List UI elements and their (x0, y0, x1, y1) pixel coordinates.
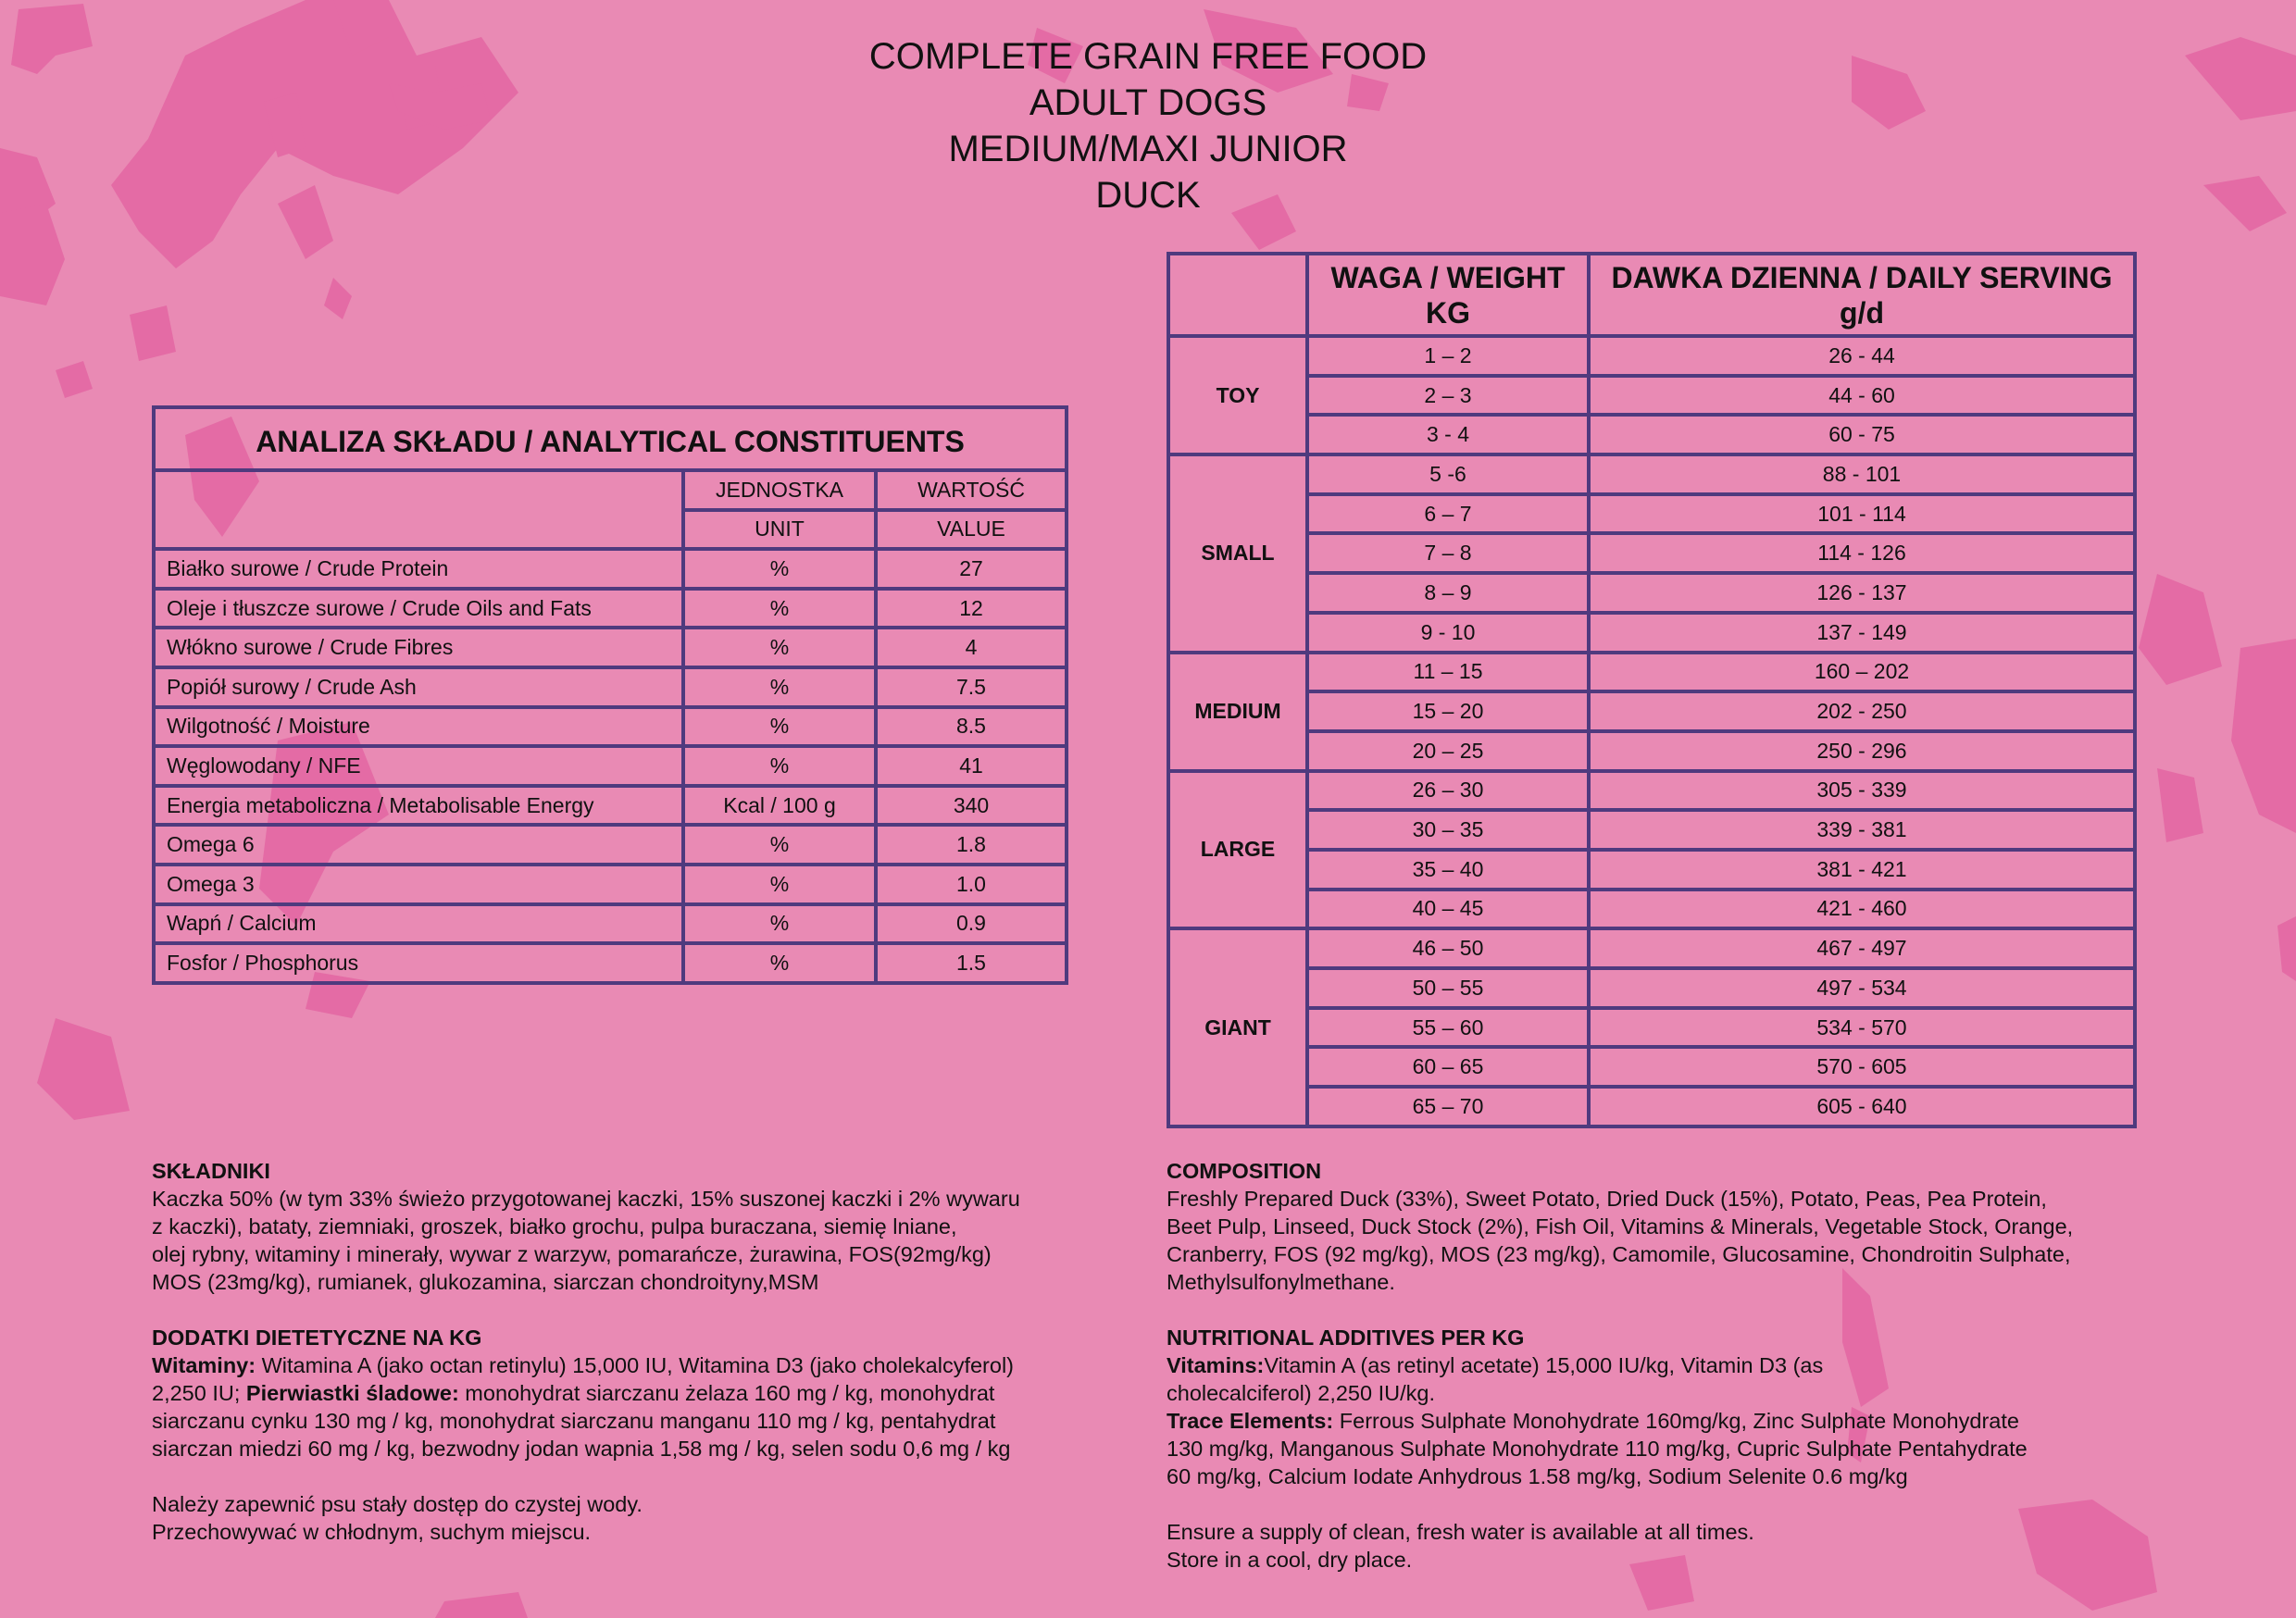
splotch (37, 1018, 130, 1120)
table-row (154, 549, 1067, 589)
constituent-value: 0.9 (876, 904, 1067, 944)
daily-serving: 305 - 339 (1589, 771, 2135, 811)
constituent-name: Wilgotność / Moisture (154, 707, 683, 747)
note-line: Store in a cool, dry place. (1167, 1548, 1413, 1572)
table-row (154, 786, 1067, 826)
table-row (1168, 890, 2135, 929)
title-line: MEDIUM/MAXI JUNIOR (948, 129, 1348, 169)
daily-serving: 339 - 381 (1589, 810, 2135, 850)
trace-line: siarczanu cynku 130 mg / kg, monohydrat siarczanu manganu 110 mg / kg, pentahydrat (152, 1409, 996, 1433)
splotch (2277, 916, 2296, 981)
trace-line: 60 mg/kg, Calcium Iodate Anhydrous 1.58 mg/kg, Sodium Selenite 0.6 mg/kg (1167, 1464, 1908, 1488)
constituent-name: Fosfor / Phosphorus (154, 943, 683, 983)
constituent-unit: % (683, 589, 876, 629)
daily-serving: 605 - 640 (1589, 1087, 2135, 1126)
title-line: DUCK (1095, 175, 1201, 216)
table-row (1168, 850, 2135, 890)
table-row (154, 667, 1067, 707)
daily-serving: 202 - 250 (1589, 691, 2135, 731)
constituent-value: 27 (876, 549, 1067, 589)
weight-header-line2: KG (1426, 295, 1470, 330)
weight-range: 1 – 2 (1307, 336, 1589, 376)
constituent-value: 8.5 (876, 707, 1067, 747)
analysis-rows (154, 549, 1067, 983)
note-line: Ensure a supply of clean, fresh water is available at all times. (1167, 1520, 1754, 1544)
constituent-value: 1.8 (876, 825, 1067, 865)
daily-serving: 570 - 605 (1589, 1047, 2135, 1087)
vitamins-line (1167, 1351, 2148, 1379)
weight-header-line1: WAGA / WEIGHT (1330, 260, 1566, 294)
table-row (1168, 1008, 2135, 1048)
product-title (0, 33, 2296, 218)
table-title: ANALIZA SKŁADU / ANALYTICAL CONSTITUENTS (154, 407, 1067, 470)
composition-heading: COMPOSITION (1167, 1159, 1322, 1183)
daily-serving: 101 - 114 (1589, 494, 2135, 534)
table-row (1168, 573, 2135, 613)
constituent-name: Energia metaboliczna / Metabolisable Energy (154, 786, 683, 826)
trace-text: Ferrous Sulphate Monohydrate 160mg/kg, Zinc Sulphate Monohydrate (1333, 1409, 2019, 1433)
trace-text: monohydrat siarczanu żelaza 160 mg / kg, monohydrat (458, 1381, 995, 1405)
spacer (152, 1462, 1096, 1490)
constituent-unit: % (683, 667, 876, 707)
weight-range: 55 – 60 (1307, 1008, 1589, 1048)
constituent-unit: % (683, 707, 876, 747)
serving-header-line1: DAWKA DZIENNA / DAILY SERVING (1611, 260, 2113, 294)
serving-header (1589, 254, 2135, 336)
weight-range: 65 – 70 (1307, 1087, 1589, 1126)
splotch (324, 278, 352, 319)
size-header-cell (1168, 254, 1307, 336)
weight-range: 46 – 50 (1307, 928, 1589, 968)
constituent-unit: % (683, 865, 876, 904)
size-category: GIANT (1168, 928, 1307, 1126)
daily-serving: 421 - 460 (1589, 890, 2135, 929)
size-category: LARGE (1168, 771, 1307, 929)
weight-range: 35 – 40 (1307, 850, 1589, 890)
table-row (1168, 613, 2135, 653)
constituent-name: Włókno surowe / Crude Fibres (154, 628, 683, 667)
daily-serving: 44 - 60 (1589, 376, 2135, 416)
vitamins-line (152, 1351, 1096, 1379)
composition-line: Freshly Prepared Duck (33%), Sweet Potato, Dried Duck (15%), Potato, Peas, Pea Protein, (1167, 1187, 2047, 1211)
table-row (1168, 810, 2135, 850)
additives-heading-pl: DODATKI DIETETYCZNE NA KG (152, 1326, 482, 1350)
table-row (154, 865, 1067, 904)
table-row (1168, 731, 2135, 771)
empty-header-cell (154, 470, 683, 549)
value-header-en: VALUE (876, 510, 1067, 550)
vitamins-text: Vitamin A (as retinyl acetate) 15,000 IU/kg, Vitamin D3 (as (1264, 1353, 1824, 1377)
splotch (2231, 639, 2296, 833)
constituent-value: 41 (876, 746, 1067, 786)
table-row (1168, 494, 2135, 534)
ingredients-line: Kaczka 50% (w tym 33% świeżo przygotowanej kaczki, 15% suszonej kaczki i 2% wywaru (152, 1187, 1020, 1211)
constituent-name: Omega 6 (154, 825, 683, 865)
constituent-value: 1.5 (876, 943, 1067, 983)
weight-range: 15 – 20 (1307, 691, 1589, 731)
table-row (1168, 533, 2135, 573)
table-row (154, 746, 1067, 786)
table-row (1168, 1087, 2135, 1126)
table-row (1168, 1047, 2135, 1087)
constituent-unit: % (683, 549, 876, 589)
splotch (56, 361, 93, 398)
trace-label: Pierwiastki śladowe: (245, 1381, 459, 1405)
ingredients-line: z kaczki), bataty, ziemniaki, groszek, białko grochu, pulpa buraczana, siemię lniane, (152, 1214, 957, 1238)
daily-serving: 160 – 202 (1589, 653, 2135, 692)
vitamins-label: Witaminy: (152, 1353, 256, 1377)
daily-serving: 381 - 421 (1589, 850, 2135, 890)
weight-range: 7 – 8 (1307, 533, 1589, 573)
weight-range: 20 – 25 (1307, 731, 1589, 771)
table-row (1168, 928, 2135, 968)
constituent-name: Węglowodany / NFE (154, 746, 683, 786)
vitamins-text: Witamina A (jako octan retinylu) 15,000 IU, Witamina D3 (jako cholekalcyferol) (256, 1353, 1014, 1377)
constituent-unit: Kcal / 100 g (683, 786, 876, 826)
constituent-value: 12 (876, 589, 1067, 629)
constituent-name: Wapń / Calcium (154, 904, 683, 944)
constituent-unit: % (683, 904, 876, 944)
table-row (154, 589, 1067, 629)
value-header-pl: WARTOŚĆ (876, 470, 1067, 510)
trace-line: siarczan miedzi 60 mg / kg, bezwodny jodan wapnia 1,58 mg / kg, selen sodu 0,6 mg / kg (152, 1437, 1011, 1461)
constituent-name: Omega 3 (154, 865, 683, 904)
spacer (1167, 1490, 2148, 1518)
weight-header (1307, 254, 1589, 336)
table-row (1168, 415, 2135, 454)
note-line: Przechowywać w chłodnym, suchym miejscu. (152, 1520, 592, 1544)
unit-header-en: UNIT (683, 510, 876, 550)
composition-line: Cranberry, FOS (92 mg/kg), MOS (23 mg/kg), Camomile, Glucosamine, Chondroitin Sulphate, (1167, 1242, 2071, 1266)
table-row (1168, 771, 2135, 811)
composition-line: Methylsulfonylmethane. (1167, 1270, 1395, 1294)
feeding-rows (1168, 336, 2135, 1126)
constituent-value: 4 (876, 628, 1067, 667)
daily-serving: 467 - 497 (1589, 928, 2135, 968)
daily-serving: 60 - 75 (1589, 415, 2135, 454)
weight-range: 50 – 55 (1307, 968, 1589, 1008)
weight-range: 30 – 35 (1307, 810, 1589, 850)
daily-serving: 497 - 534 (1589, 968, 2135, 1008)
trace-label: Trace Elements: (1167, 1409, 1334, 1433)
constituent-name: Białko surowe / Crude Protein (154, 549, 683, 589)
table-row (1168, 376, 2135, 416)
weight-range: 9 - 10 (1307, 613, 1589, 653)
size-category: SMALL (1168, 454, 1307, 652)
weight-range: 6 – 7 (1307, 494, 1589, 534)
size-category: MEDIUM (1168, 653, 1307, 771)
daily-serving: 26 - 44 (1589, 336, 2135, 376)
splotch (2157, 768, 2203, 842)
table-row (1168, 653, 2135, 692)
ingredients-heading-pl: SKŁADNIKI (152, 1159, 270, 1183)
splotch (435, 1592, 528, 1618)
weight-range: 5 -6 (1307, 454, 1589, 494)
daily-serving: 88 - 101 (1589, 454, 2135, 494)
splotch (130, 305, 176, 361)
daily-serving: 137 - 149 (1589, 613, 2135, 653)
table-row (154, 825, 1067, 865)
vitamins-text-cont: 2,250 IU; (152, 1381, 246, 1405)
trace-line (152, 1379, 1096, 1407)
trace-line (1167, 1407, 2148, 1435)
splotch (0, 204, 65, 305)
table-row (1168, 454, 2135, 494)
weight-range: 11 – 15 (1307, 653, 1589, 692)
table-row (154, 628, 1067, 667)
unit-header-pl: JEDNOSTKA (683, 470, 876, 510)
constituent-unit: % (683, 943, 876, 983)
daily-serving: 126 - 137 (1589, 573, 2135, 613)
composition-line: Beet Pulp, Linseed, Duck Stock (2%), Fish Oil, Vitamins & Minerals, Vegetable Stock, Orange, (1167, 1214, 2074, 1238)
size-category: TOY (1168, 336, 1307, 454)
constituent-name: Popiół surowy / Crude Ash (154, 667, 683, 707)
table-row (154, 943, 1067, 983)
title-line: COMPLETE GRAIN FREE FOOD (868, 36, 1428, 77)
daily-serving: 114 - 126 (1589, 533, 2135, 573)
additives-heading-en: NUTRITIONAL ADDITIVES PER KG (1167, 1326, 1525, 1350)
title-line: ADULT DOGS (1029, 82, 1267, 123)
spacer (152, 1296, 1096, 1324)
daily-serving: 534 - 570 (1589, 1008, 2135, 1048)
weight-range: 2 – 3 (1307, 376, 1589, 416)
table-row (154, 904, 1067, 944)
constituent-unit: % (683, 628, 876, 667)
weight-range: 26 – 30 (1307, 771, 1589, 811)
table-row (1168, 968, 2135, 1008)
weight-range: 60 – 65 (1307, 1047, 1589, 1087)
constituent-unit: % (683, 746, 876, 786)
table-row (1168, 336, 2135, 376)
note-line: Należy zapewnić psu stały dostęp do czystej wody. (152, 1492, 643, 1516)
table-row (154, 707, 1067, 747)
weight-range: 40 – 45 (1307, 890, 1589, 929)
ingredients-line: MOS (23mg/kg), rumianek, glukozamina, siarczan chondroityny,MSM (152, 1270, 819, 1294)
constituent-value: 340 (876, 786, 1067, 826)
weight-range: 3 - 4 (1307, 415, 1589, 454)
constituent-value: 1.0 (876, 865, 1067, 904)
feeding-guide-table (1167, 252, 2137, 1128)
trace-line: 130 mg/kg, Manganous Sulphate Monohydrate 110 mg/kg, Cupric Sulphate Pentahydrate (1167, 1437, 2028, 1461)
english-info (1167, 1157, 2148, 1574)
vitamins-label: Vitamins: (1167, 1353, 1265, 1377)
daily-serving: 250 - 296 (1589, 731, 2135, 771)
ingredients-line: olej rybny, witaminy i minerały, wywar z warzyw, pomarańcze, żurawina, FOS(92mg/kg) (152, 1242, 992, 1266)
serving-header-line2: g/d (1840, 295, 1884, 330)
constituent-name: Oleje i tłuszcze surowe / Crude Oils and Fats (154, 589, 683, 629)
polish-info (152, 1157, 1096, 1546)
vitamins-line-cont: cholecalciferol) 2,250 IU/kg. (1167, 1381, 1435, 1405)
splotch (2139, 574, 2222, 685)
table-row (1168, 691, 2135, 731)
constituent-unit: % (683, 825, 876, 865)
weight-range: 8 – 9 (1307, 573, 1589, 613)
constituent-value: 7.5 (876, 667, 1067, 707)
spacer (1167, 1296, 2148, 1324)
analytical-constituents-table (152, 405, 1068, 985)
